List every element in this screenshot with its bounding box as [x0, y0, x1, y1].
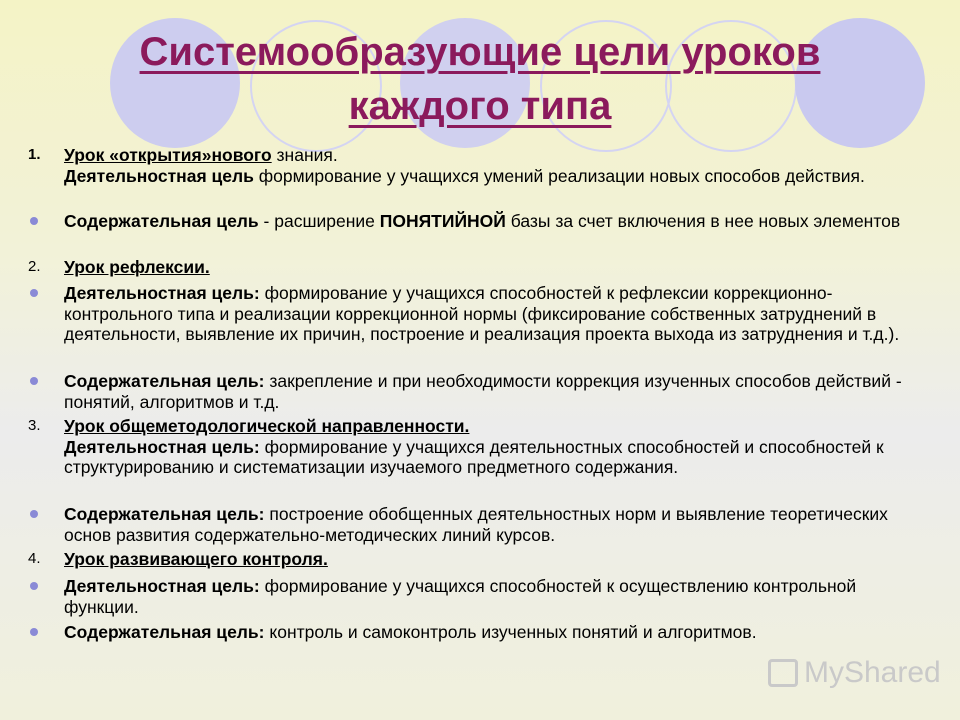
bullet-icon	[30, 289, 38, 297]
bullet-icon	[30, 582, 38, 590]
list-item-content-goal: Содержательная цель: построение обобщенных деятельностных норм и выявление теоретических основ развития содержательно-методических линий курсов.	[64, 504, 934, 545]
watermark	[768, 656, 941, 690]
goal-label: Деятельностная цель	[64, 165, 254, 186]
goal-label: Содержательная цель:	[64, 371, 265, 391]
goal-label: Деятельностная цель:	[64, 576, 260, 596]
bullet-icon	[30, 377, 38, 385]
bullet-icon	[30, 510, 38, 518]
goal-label: Содержательная цель:	[64, 504, 265, 524]
lesson-heading: Урок «открытия»нового	[64, 145, 272, 165]
page-title-line-1: Системообразующие цели уроков	[139, 30, 821, 74]
list-item-lesson-3: 3. Урок общеметодологической направленности. Деятельностная цель: формирование у учащихся деятельностных способностей и способностей к структурированию и систематизации изучаемого предметного содержания.	[28, 416, 884, 477]
goal-label: Содержательная цель	[64, 211, 259, 231]
goal-label: Деятельностная цель:	[64, 436, 260, 457]
page-title-line-2: каждого типа	[348, 84, 612, 128]
list-item-content-goal: Содержательная цель - расширение ПОНЯТИЙНОЙ базы за счет включения в нее новых элементов	[64, 211, 934, 232]
list-item-activity-goal: Деятельностная цель: формирование у учащихся способностей к осуществлению контрольной функции.	[64, 576, 934, 617]
list-item-activity-goal: Деятельностная цель: формирование у учащихся способностей к рефлексии коррекционно-контрольного типа и реализации коррекционной нормы (фиксирование собственных затруднений в деятельности, выявление их причин, построение и реализация проекта выхода из затруднения и т.д.).	[64, 283, 934, 345]
list-number: 4.	[28, 550, 41, 567]
list-item-lesson-4	[28, 549, 934, 570]
list-item-content-goal: Содержательная цель: закрепление и при необходимости коррекция изученных способов действий - понятий, алгоритмов и т.д.	[64, 371, 934, 412]
goal-label: Деятельностная цель:	[64, 283, 260, 303]
list-number: 2.	[28, 258, 41, 275]
lesson-heading: Урок развивающего контроля.	[64, 549, 328, 569]
presentation-icon	[768, 659, 798, 687]
list-item-lesson-2	[28, 257, 934, 278]
lesson-heading: Урок общеметодологической направленности.	[64, 416, 470, 436]
list-item-content-goal: Содержательная цель: контроль и самоконтроль изученных понятий и алгоритмов.	[64, 622, 934, 643]
watermark-text: MyShared	[804, 656, 941, 689]
list-item-lesson-1: 1. Урок «открытия»нового знания. Деятельностная цель формирование у учащихся умений реализации новых способов действия.	[28, 145, 865, 186]
goal-label: Содержательная цель:	[64, 622, 265, 642]
list-number: 3.	[28, 417, 41, 434]
list-number: 1.	[28, 146, 41, 163]
bullet-icon	[30, 217, 38, 225]
bullet-icon	[30, 628, 38, 636]
lesson-heading: Урок рефлексии.	[64, 257, 210, 277]
